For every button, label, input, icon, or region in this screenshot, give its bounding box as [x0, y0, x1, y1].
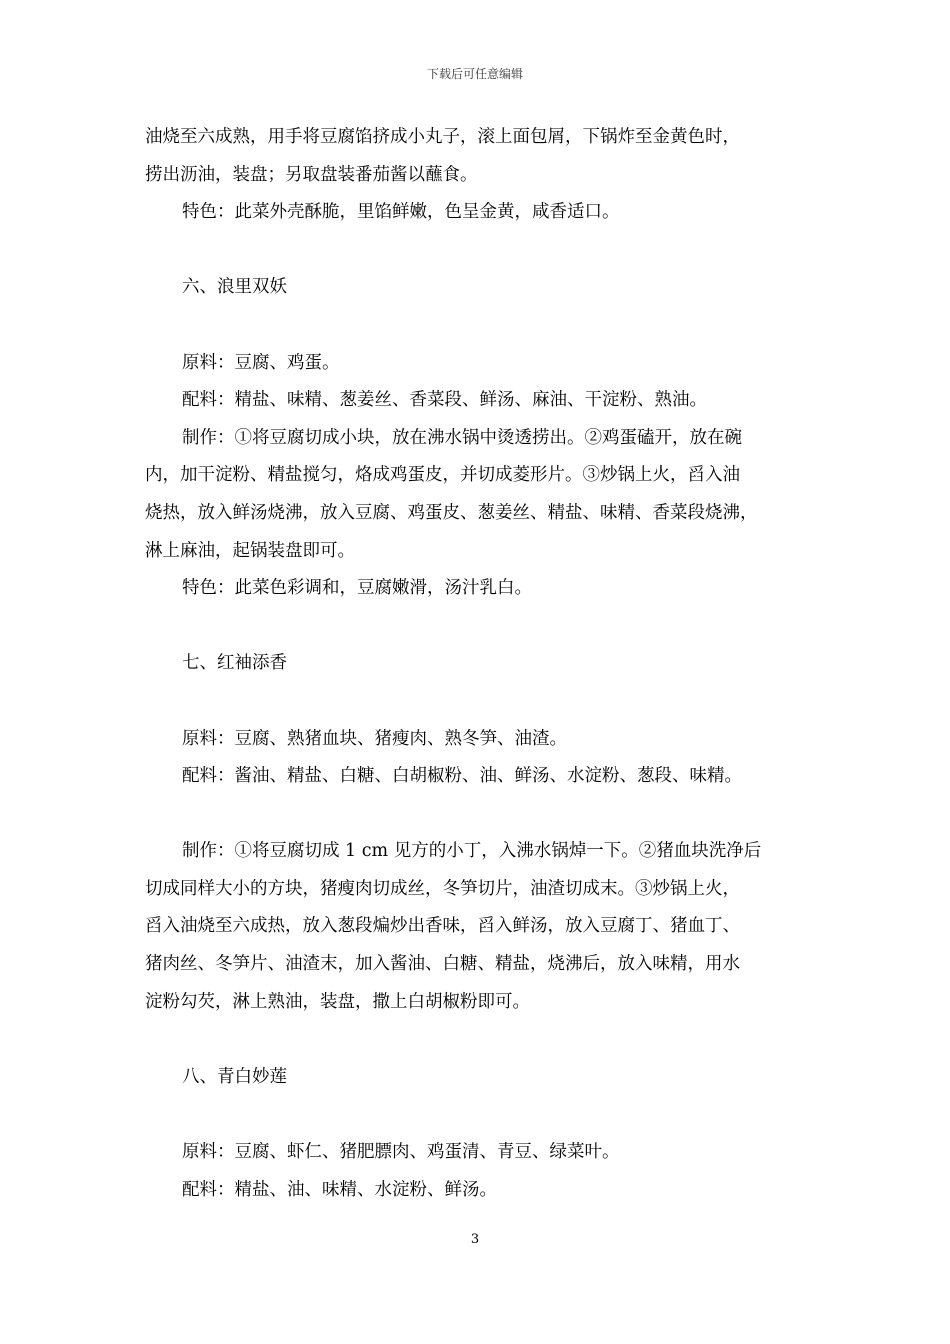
- paragraph-line: 淀粉勾芡，淋上熟油，装盘，撒上白胡椒粉即可。: [145, 991, 530, 1012]
- page-header: 下载后可任意编辑: [426, 67, 523, 81]
- paragraph-line: 原料：豆腐、虾仁、猪肥膘肉、鸡蛋清、青豆、绿菜叶。: [182, 1142, 620, 1163]
- blank-line: [145, 232, 815, 270]
- document-body: [145, 119, 815, 1209]
- blank-line: [145, 1021, 815, 1059]
- blank-line: [145, 608, 815, 646]
- blank-line: [145, 1096, 815, 1134]
- paragraph-line: 切成同样大小的方块，猪瘦肉切成丝，冬笋切片，油渣切成末。③炒锅上火，: [145, 878, 740, 899]
- section-heading: 七、红袖添香: [182, 653, 287, 674]
- paragraph-line: 制作：①将豆腐切成 1 cm 见方的小丁，入沸水锅焯一下。②猪血块洗净后: [182, 841, 762, 862]
- paragraph-line: 舀入油烧至六成热，放入葱段煸炒出香味，舀入鲜汤，放入豆腐丁、猪血丁、: [145, 916, 740, 937]
- paragraph-line: 油烧至六成熟，用手将豆腐馅挤成小丸子，滚上面包屑，下锅炸至金黄色时，: [145, 127, 740, 147]
- paragraph-line: 原料：豆腐、鸡蛋。: [182, 352, 340, 373]
- paragraph-line: 烧热，放入鲜汤烧沸，放入豆腐、鸡蛋皮、葱姜丝、精盐、味精、香菜段烧沸，: [145, 502, 758, 523]
- paragraph-line: 配料：酱油、精盐、白糖、白胡椒粉、油、鲜汤、水淀粉、葱段、味精。: [182, 766, 742, 787]
- blank-line: [145, 307, 815, 345]
- blank-line: [145, 796, 815, 834]
- paragraph-line: 淋上麻油，起锅装盘即可。: [145, 540, 355, 561]
- paragraph-line: 内，加干淀粉、精盐搅匀，烙成鸡蛋皮，并切成菱形片。③炒锅上火，舀入油: [145, 465, 740, 486]
- section-heading: 八、青白妙莲: [182, 1066, 287, 1087]
- paragraph-line: 配料：精盐、味精、葱姜丝、香菜段、鲜汤、麻油、干淀粉、熟油。: [182, 390, 707, 411]
- paragraph-line: 猪肉丝、冬笋片、油渣末，加入酱油、白糖、精盐，烧沸后，放入味精，用水: [145, 954, 740, 975]
- blank-line: [145, 683, 815, 721]
- paragraph-line: 制作：①将豆腐切成小块，放在沸水锅中烫透捞出。②鸡蛋磕开，放在碗: [182, 427, 742, 448]
- paragraph-line: 配料：精盐、油、味精、水淀粉、鲜汤。: [182, 1179, 497, 1200]
- paragraph-line: 捞出沥油，装盘；另取盘装番茄酱以蘸食。: [145, 164, 478, 185]
- paragraph-line: 原料：豆腐、熟猪血块、猪瘦肉、熟冬笋、油渣。: [182, 728, 567, 749]
- page-number: 3: [470, 1232, 480, 1247]
- section-heading: 六、浪里双妖: [182, 277, 287, 298]
- paragraph-line: 特色：此菜外壳酥脆，里馅鲜嫩，色呈金黄，咸香适口。: [182, 202, 620, 223]
- paragraph-line: 特色：此菜色彩调和，豆腐嫩滑，汤汁乳白。: [182, 578, 532, 599]
